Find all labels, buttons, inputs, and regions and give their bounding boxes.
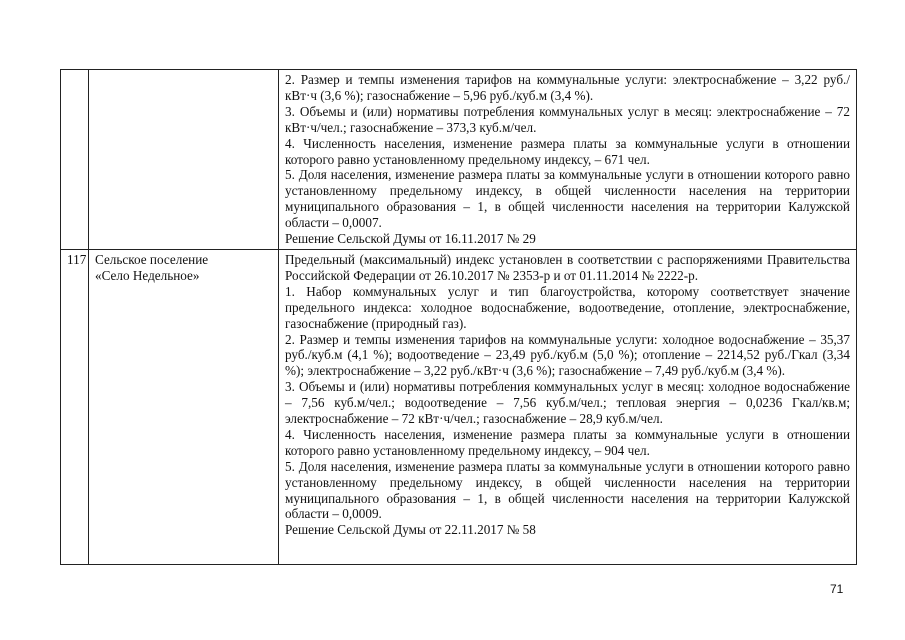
paragraph: 3. Объемы и (или) нормативы потребления коммунальных услуг в месяц: холодное водоснабжение – 7,56 куб.м/чел.; водоотведение – 7,56 куб.м/чел.; тепловая энергия – 0,0236 Гкал/кв.м; электроснабжение – 72 кВт·ч/чел.; газоснабжение – 28,9 куб.м/чел. [285,379,850,427]
municipality-name-line2: «Село Недельное» [95,267,200,283]
row-number: 117 [67,251,87,267]
paragraph: 5. Доля населения, изменение размера платы за коммунальные услуги в отношении которого равно установленному предельному индексу, в общей численности населения на территории муниципального образования – 1, в общей численности населения на территории Калужской области – 0,0007. [285,167,850,231]
paragraph: 2. Размер и темпы изменения тарифов на коммунальные услуги: холодное водоснабжение – 35,37 руб./куб.м (4,1 %); водоотведение – 23,49 руб./куб.м (5,0 %); отопление – 2214,52 руб./Гкал (3,34 %); электроснабжение – 3,22 руб./кВт·ч (3,6 %); газоснабжение – 7,49 руб./куб.м (3,4 %). [285,331,850,379]
page-number: 71 [830,582,844,596]
paragraph: 3. Объемы и (или) нормативы потребления коммунальных услуг в месяц: электроснабжение – 72 кВт·ч/чел.; газоснабжение – 373,3 куб.м/чел. [285,103,850,135]
paragraph: 4. Численность населения, изменение размера платы за коммунальные услуги в отношении которого равно установленному предельному индексу, – 904 чел. [285,426,850,458]
paragraph: 1. Набор коммунальных услуг и тип благоустройства, которому соответствует значение предельного индекса: холодное водоснабжение, водоотведение, отопление, электроснабжение, газоснабжение (природный газ). [285,283,850,331]
paragraph: 5. Доля населения, изменение размера платы за коммунальные услуги в отношении которого равно установленному предельному индексу, в общей численности населения на территории муниципального образования – 1, в общей численности населения на территории Калужской области – 0,0009. [285,458,850,522]
table-row [61,70,857,250]
row-number-cell [61,249,89,564]
table-row [61,249,857,564]
description-cell [279,249,857,564]
municipal-index-table [60,69,857,565]
municipality-name-cell [89,70,279,250]
paragraph: 2. Размер и темпы изменения тарифов на коммунальные услуги: электроснабжение – 3,22 руб./кВт·ч (3,6 %); газоснабжение – 5,96 руб./куб.м (3,4 %). [285,72,850,103]
row-number-cell [61,70,89,250]
decision-reference: Решение Сельской Думы от 16.11.2017 № 29 [285,231,536,247]
paragraph: Предельный (максимальный) индекс установлен в соответствии с распоряжениями Правительства Российской Федерации от 26.10.2017 № 2353-р и от 01.11.2014 № 2222-р. [285,251,850,283]
decision-reference: Решение Сельской Думы от 22.11.2017 № 58 [285,522,536,538]
paragraph: 4. Численность населения, изменение размера платы за коммунальные услуги в отношении которого равно установленному предельному индексу, – 671 чел. [285,135,850,167]
municipality-name-cell [89,249,279,564]
description-cell [279,70,857,250]
municipality-name-line1: Сельское поселение [95,251,209,267]
